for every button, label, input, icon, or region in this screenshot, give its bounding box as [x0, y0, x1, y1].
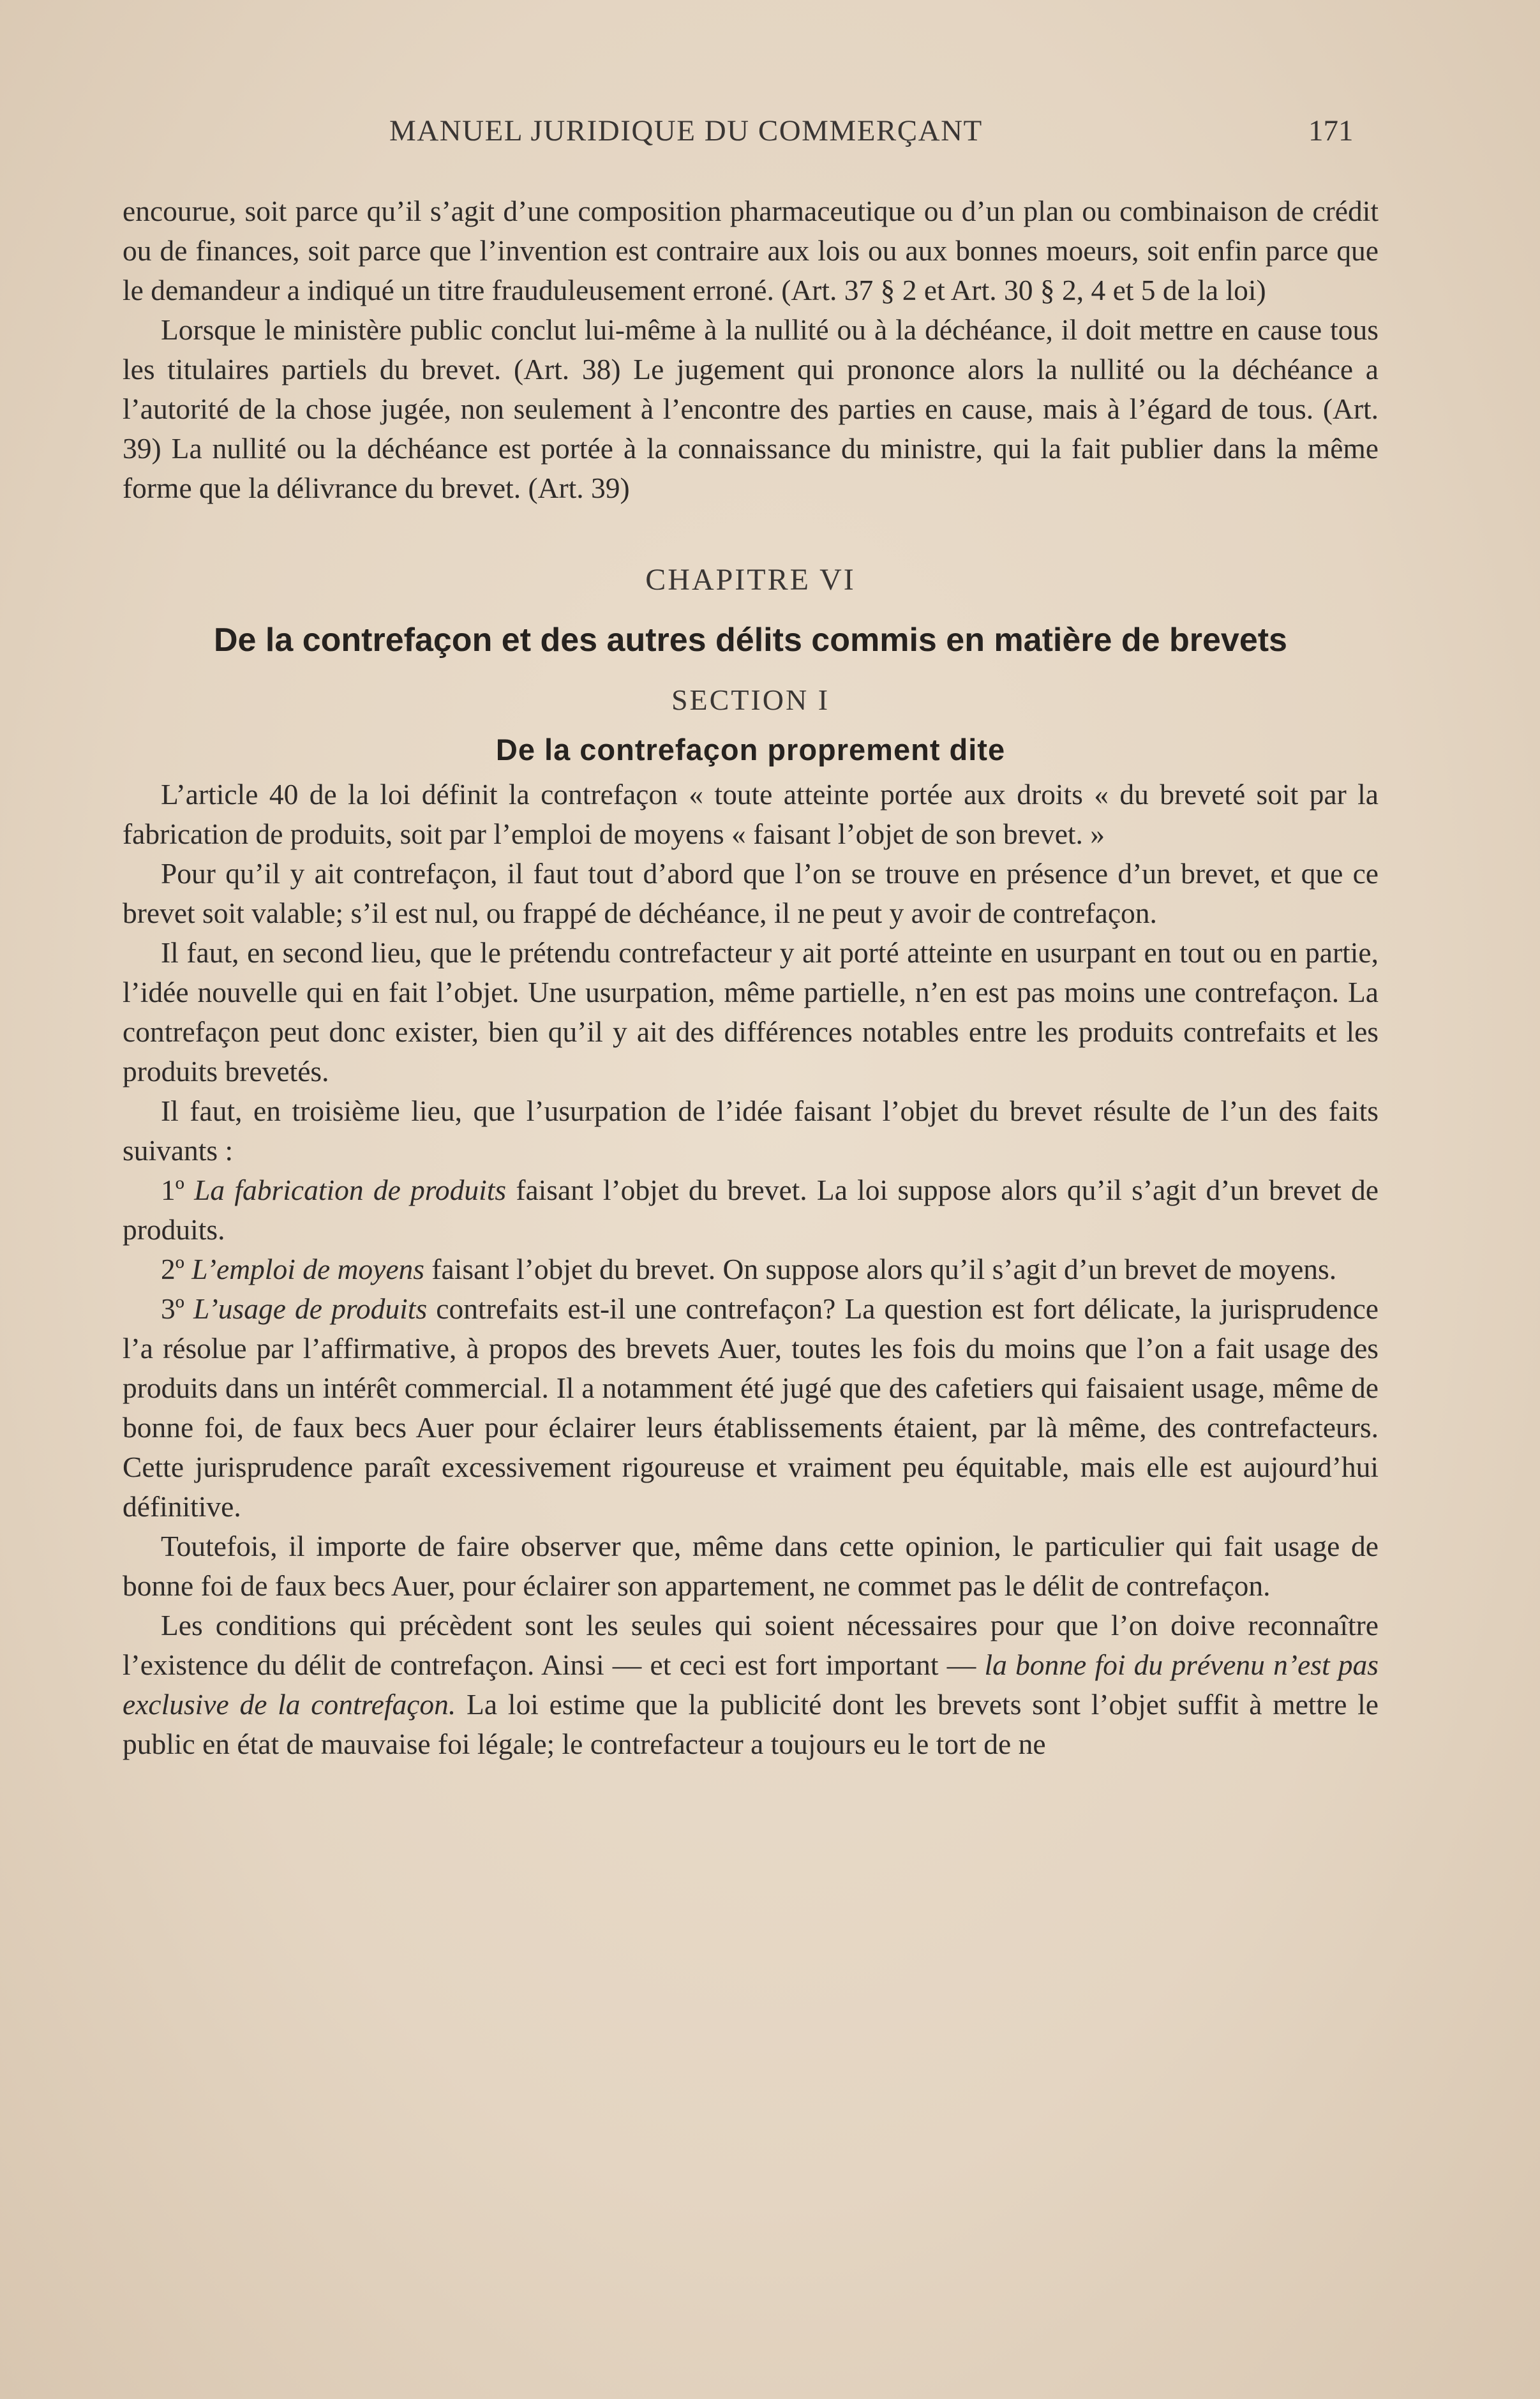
list-item [123, 1289, 1379, 1527]
chapter-label: CHAPITRE VI [645, 563, 856, 597]
paragraph-continuation: encourue, soit parce qu’il s’agit d’une composition pharmaceutique ou d’un plan ou combinaison de crédit ou de finances, soit parce que l’invention est contraire aux lois ou aux bonnes moeurs, soit enfin parce que le demandeur a indiqué un titre frauduleusement erroné. (Art. 37 § 2 et Art. 30 § 2, 4 et 5 de la loi) [123, 195, 1379, 306]
list-number: 1º [161, 1174, 184, 1206]
chapter-title: De la contrefaçon et des autres délits commis en matière de brevets [214, 622, 1287, 659]
paragraph-text: Les conditions qui précèdent sont les seules qui soient nécessaires pour que l’on doive reconnaître l’existence du délit de contrefaçon. Ainsi — et ceci est fort important — [123, 1609, 1379, 1681]
list-item-text: contrefaits est-il une contrefaçon? La question est fort délicate, la jurisprudence l’a résolue par l’affirmative, à propos des brevets Auer, toutes les fois du moins que l’on a fait usage des produits dans un intérêt commercial. Il a notamment été jugé que des cafetiers qui faisaient usage, même de bonne foi, de faux becs Auer pour éclairer leurs établissements étaient, par là même, des contrefacteurs. Cette jurisprudence paraît excessivement rigoureuse et vraiment peu équitable, mais elle est aujourd’hui définitive. [123, 1292, 1379, 1523]
italic-term: La fabrication de produits [194, 1174, 507, 1206]
list-item-text: faisant l’objet du brevet. On suppose alors qu’il s’agit d’un brevet de moyens. [424, 1253, 1337, 1285]
paragraph: Lorsque le ministère public conclut lui-même à la nullité ou à la déchéance, il doit mettre en cause tous les titulaires partiels du brevet. (Art. 38) Le jugement qui prononce alors la nullité ou la déchéance a l’autorité de la chose jugée, non seulement à l’encontre des parties en cause, mais à l’égard de tous. (Art. 39) La nullité ou la déchéance est portée à la connaissance du ministre, qui la fait publier dans la même forme que la délivrance du brevet. (Art. 39) [123, 313, 1379, 504]
section-title: De la contrefaçon proprement dite [495, 733, 1006, 766]
paragraph: L’article 40 de la loi définit la contrefaçon « toute atteinte portée aux droits « du breveté soit par la fabrication de produits, soit par l’emploi de moyens « faisant l’objet de son brevet. » [123, 778, 1379, 850]
paragraph: Pour qu’il y ait contrefaçon, il faut tout d’abord que l’on se trouve en présence d’un brevet, et que ce brevet soit valable; s’il est nul, ou frappé de déchéance, il ne peut y avoir de contrefaçon. [123, 857, 1379, 929]
page-number: 171 [1308, 114, 1354, 147]
paragraph: Il faut, en troisième lieu, que l’usurpation de l’idée faisant l’objet du brevet résulte de l’un des faits suivants : [123, 1095, 1379, 1167]
paragraph: Toutefois, il importe de faire observer que, même dans cette opinion, le particulier qui fait usage de bonne foi de faux becs Auer, pour éclairer son appartement, ne commet pas le délit de contrefaçon. [123, 1530, 1379, 1602]
paragraph-text: La loi estime que la publicité dont les brevets sont l’objet suffit à mettre le public en état de mauvaise foi légale; le contrefacteur a toujours eu le tort de ne [123, 1688, 1379, 1760]
paragraph [123, 1606, 1379, 1764]
list-item [123, 1170, 1379, 1250]
list-number: 3º [161, 1292, 184, 1325]
italic-term: L’emploi de moyens [191, 1253, 424, 1285]
running-head [0, 114, 1540, 158]
text-block [123, 191, 1379, 1764]
list-item [123, 1250, 1379, 1289]
running-title: MANUEL JURIDIQUE DU COMMERÇANT [389, 114, 983, 147]
list-item-text: faisant l’objet du brevet. La loi suppose alors qu’il s’agit d’un brevet de produits. [123, 1174, 1379, 1246]
list-number: 2º [161, 1253, 184, 1285]
italic-term: L’usage de produits [193, 1292, 428, 1325]
italic-emphasis: la bonne foi du prévenu n’est pas exclusive de la contrefaçon. [123, 1648, 1379, 1721]
paragraph: Il faut, en second lieu, que le prétendu contrefacteur y ait porté atteinte en usurpant en tout ou en partie, l’idée nouvelle qui en fait l’objet. Une usurpation, même partielle, n’en est pas moins une contrefaçon. La contrefaçon peut donc exister, bien qu’il y ait des différences notables entre les produits contrefaits et les produits brevetés. [123, 936, 1379, 1087]
section-label: SECTION I [671, 684, 830, 716]
